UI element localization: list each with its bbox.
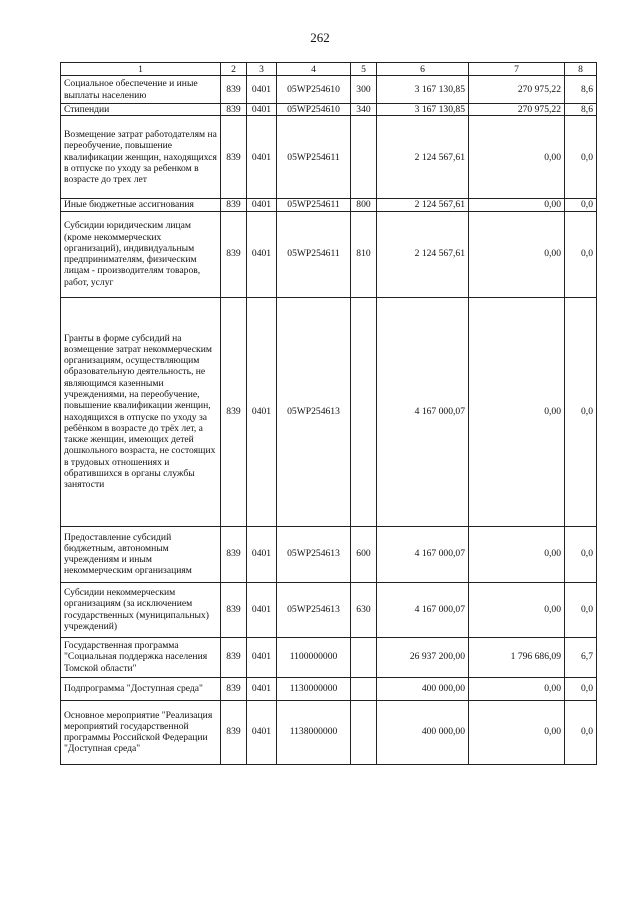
col-target-article: 05WP254611 bbox=[277, 199, 351, 211]
col-target-article: 1138000000 bbox=[277, 700, 351, 764]
col-target-article: 05WP254610 bbox=[277, 104, 351, 116]
col-percent: 8,6 bbox=[565, 76, 597, 104]
col-expense-type: 630 bbox=[351, 582, 377, 637]
col-section: 0401 bbox=[247, 582, 277, 637]
col-target-article: 05WP254610 bbox=[277, 76, 351, 104]
col-percent: 6,7 bbox=[565, 637, 597, 677]
table-row bbox=[61, 700, 597, 764]
col-executed: 270 975,22 bbox=[469, 104, 565, 116]
col-executed: 0,00 bbox=[469, 700, 565, 764]
col-section: 0401 bbox=[247, 211, 277, 297]
col-target-article: 1130000000 bbox=[277, 677, 351, 700]
col-name: Государственная программа "Социальная поддержка населения Томской области" bbox=[61, 637, 221, 677]
col-expense-type bbox=[351, 637, 377, 677]
col-executed: 0,00 bbox=[469, 526, 565, 582]
col-target-article: 05WP254611 bbox=[277, 116, 351, 199]
col-executed: 270 975,22 bbox=[469, 76, 565, 104]
col-executed: 0,00 bbox=[469, 199, 565, 211]
col-percent: 0,0 bbox=[565, 199, 597, 211]
col-expense-type bbox=[351, 677, 377, 700]
header-cell: 4 bbox=[277, 63, 351, 76]
col-chapter: 839 bbox=[221, 582, 247, 637]
col-percent: 0,0 bbox=[565, 526, 597, 582]
col-percent: 0,0 bbox=[565, 700, 597, 764]
col-section: 0401 bbox=[247, 526, 277, 582]
col-chapter: 839 bbox=[221, 211, 247, 297]
budget-table bbox=[60, 62, 597, 765]
col-plan: 4 167 000,07 bbox=[377, 297, 469, 526]
table-row bbox=[61, 199, 597, 211]
header-cell: 3 bbox=[247, 63, 277, 76]
col-target-article: 05WP254611 bbox=[277, 211, 351, 297]
page-number: 262 bbox=[310, 30, 330, 45]
col-executed: 0,00 bbox=[469, 116, 565, 199]
col-target-article: 05WP254613 bbox=[277, 526, 351, 582]
col-chapter: 839 bbox=[221, 526, 247, 582]
col-expense-type bbox=[351, 116, 377, 199]
header-cell: 6 bbox=[377, 63, 469, 76]
col-executed: 1 796 686,09 bbox=[469, 637, 565, 677]
col-section: 0401 bbox=[247, 700, 277, 764]
table-row bbox=[61, 211, 597, 297]
col-expense-type: 340 bbox=[351, 104, 377, 116]
col-expense-type: 300 bbox=[351, 76, 377, 104]
col-name: Основное мероприятие "Реализация мероприятий государственной программы Российской Федерации "Доступная среда" bbox=[61, 700, 221, 764]
col-plan: 2 124 567,61 bbox=[377, 199, 469, 211]
col-section: 0401 bbox=[247, 116, 277, 199]
header-cell: 1 bbox=[61, 63, 221, 76]
col-executed: 0,00 bbox=[469, 211, 565, 297]
header-cell: 7 bbox=[469, 63, 565, 76]
table-row bbox=[61, 104, 597, 116]
col-plan: 26 937 200,00 bbox=[377, 637, 469, 677]
col-plan: 3 167 130,85 bbox=[377, 104, 469, 116]
col-expense-type: 800 bbox=[351, 199, 377, 211]
col-executed: 0,00 bbox=[469, 582, 565, 637]
col-percent: 0,0 bbox=[565, 582, 597, 637]
col-chapter: 839 bbox=[221, 297, 247, 526]
col-name: Иные бюджетные ассигнования bbox=[61, 199, 221, 211]
col-percent: 0,0 bbox=[565, 211, 597, 297]
col-target-article: 05WP254613 bbox=[277, 297, 351, 526]
col-expense-type: 600 bbox=[351, 526, 377, 582]
table-row bbox=[61, 116, 597, 199]
col-percent: 0,0 bbox=[565, 677, 597, 700]
col-name: Возмещение затрат работодателям на переобучение, повышение квалификации женщин, находящихся в отпуске по уходу за ребенком в возрасте до трех лет bbox=[61, 116, 221, 199]
table-row bbox=[61, 582, 597, 637]
table-row bbox=[61, 297, 597, 526]
col-plan: 2 124 567,61 bbox=[377, 116, 469, 199]
table-row bbox=[61, 677, 597, 700]
col-section: 0401 bbox=[247, 104, 277, 116]
col-chapter: 839 bbox=[221, 104, 247, 116]
col-chapter: 839 bbox=[221, 637, 247, 677]
col-plan: 3 167 130,85 bbox=[377, 76, 469, 104]
col-name: Стипендии bbox=[61, 104, 221, 116]
table-row bbox=[61, 526, 597, 582]
table-row bbox=[61, 76, 597, 104]
col-plan: 4 167 000,07 bbox=[377, 526, 469, 582]
col-plan: 4 167 000,07 bbox=[377, 582, 469, 637]
col-name: Субсидии юридическим лицам (кроме некоммерческих организаций), индивидуальным предпринимателям, физическим лицам - производителям товаров, работ, услуг bbox=[61, 211, 221, 297]
col-target-article: 1100000000 bbox=[277, 637, 351, 677]
col-name: Подпрограмма "Доступная среда" bbox=[61, 677, 221, 700]
col-executed: 0,00 bbox=[469, 297, 565, 526]
col-name: Субсидии некоммерческим организациям (за исключением государственных (муниципальных) учреждений) bbox=[61, 582, 221, 637]
col-chapter: 839 bbox=[221, 700, 247, 764]
col-target-article: 05WP254613 bbox=[277, 582, 351, 637]
col-name: Социальное обеспечение и иные выплаты населению bbox=[61, 76, 221, 104]
col-plan: 400 000,00 bbox=[377, 677, 469, 700]
col-chapter: 839 bbox=[221, 199, 247, 211]
col-chapter: 839 bbox=[221, 76, 247, 104]
col-expense-type: 810 bbox=[351, 211, 377, 297]
header-cell: 8 bbox=[565, 63, 597, 76]
col-name: Предоставление субсидий бюджетным, автономным учреждениям и иным некоммерческим организациям bbox=[61, 526, 221, 582]
header-row bbox=[61, 63, 597, 76]
col-name: Гранты в форме субсидий на возмещение затрат некоммерческим организациям, осуществляющим образовательную деятельность, не являющимся казенными учреждениями, на переобучение, повышение квалификации женщин, находящихся в отпуске по уходу за ребёнком в возрасте до трёх лет, а также женщин, имеющих детей дошкольного возраста, не состоящих в трудовых отношениях и обратившихся в органы службы занятости bbox=[61, 297, 221, 526]
col-plan: 400 000,00 bbox=[377, 700, 469, 764]
col-section: 0401 bbox=[247, 297, 277, 526]
col-expense-type bbox=[351, 700, 377, 764]
col-section: 0401 bbox=[247, 677, 277, 700]
col-plan: 2 124 567,61 bbox=[377, 211, 469, 297]
col-percent: 8,6 bbox=[565, 104, 597, 116]
col-section: 0401 bbox=[247, 199, 277, 211]
table-row bbox=[61, 637, 597, 677]
col-chapter: 839 bbox=[221, 677, 247, 700]
header-cell: 5 bbox=[351, 63, 377, 76]
col-expense-type bbox=[351, 297, 377, 526]
col-section: 0401 bbox=[247, 76, 277, 104]
header-cell: 2 bbox=[221, 63, 247, 76]
col-section: 0401 bbox=[247, 637, 277, 677]
col-percent: 0,0 bbox=[565, 297, 597, 526]
col-executed: 0,00 bbox=[469, 677, 565, 700]
col-percent: 0,0 bbox=[565, 116, 597, 199]
col-chapter: 839 bbox=[221, 116, 247, 199]
